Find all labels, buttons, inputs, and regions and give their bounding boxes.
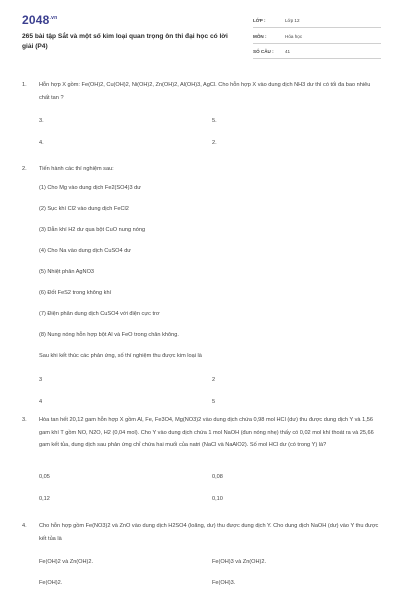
option-c[interactable]: 4	[39, 399, 43, 405]
option-c[interactable]: Fe(OH)2.	[39, 580, 63, 586]
question-text: Hòa tan hết 20,12 gam hỗn hợp X gồm Al, Fe, Fe3O4, Mg(NO3)2 vào dung dịch chứa 0,98 mol HCl (dư) thu được dung dịch Y và 1,56 gam khí T gồm NO, N2O, H2 (0,04 mol). Cho Y vào dung dịch chứa 1 mol NaOH (đun nóng nhẹ) thấy có 0,02 mol khí thoát ra và 25,66 gam kết tủa, dung dịch sau phản ứng chỉ chứa hai muối của natri (NaCl và NaAlO2). Số mol HCl dư (có trong Y) là?	[39, 417, 374, 448]
page-header	[0, 0, 400, 72]
option-b[interactable]: 2	[212, 377, 216, 383]
logo-suffix: .vn	[49, 15, 58, 21]
experiment-item: (5) Nhiệt phân AgNO3	[39, 269, 95, 275]
logo-text: 2048	[22, 13, 50, 27]
site-logo[interactable]	[22, 13, 57, 27]
experiment-item: (1) Cho Mg vào dung dịch Fe2(SO4)3 dư	[39, 185, 141, 191]
question-text: Tiến hành các thí nghiệm sau:	[39, 166, 114, 172]
question-text: Hỗn hợp X gồm: Fe(OH)2, Cu(OH)2, Ni(OH)2, Zn(OH)2, Al(OH)3, AgCl. Cho hỗn hợp X vào dung dịch NH3 dư thì có tối đa bao nhiêu chất tan ?	[39, 82, 371, 101]
meta-value: Hóa học	[285, 33, 303, 39]
option-c[interactable]: 4.	[39, 140, 44, 146]
option-d[interactable]: Fe(OH)3.	[212, 580, 236, 586]
question-prompt: Sau khi kết thúc các phản ứng, số thí nghiệm thu được kim loại là	[39, 353, 202, 359]
option-a[interactable]: 0,05	[39, 474, 50, 480]
meta-value: Lớp 12	[285, 18, 300, 23]
meta-value: 41	[285, 49, 291, 54]
option-b[interactable]: 5.	[212, 118, 217, 124]
question-number: 1.	[22, 82, 27, 88]
option-b[interactable]: Fe(OH)3 và Zn(OH)2.	[212, 559, 267, 565]
meta-key: SỐ CÂU :	[253, 49, 274, 54]
question-number: 3.	[22, 417, 27, 423]
document-meta	[253, 14, 381, 61]
option-b[interactable]: 0,08	[212, 474, 223, 480]
question-number: 4.	[22, 523, 27, 529]
experiment-item: (6) Đốt FeS2 trong không khí	[39, 290, 112, 296]
question-number: 2.	[22, 166, 27, 172]
experiment-item: (7) Điện phân dung dịch CuSO4 với điện cực trơ	[39, 311, 160, 317]
meta-row-subject	[253, 30, 381, 44]
document-title: 265 bài tập Sắt và một số kim loại quan trọng ôn thi đại học có lời giải (P4)	[22, 33, 228, 50]
meta-row-count	[253, 45, 381, 59]
option-a[interactable]: 3	[39, 377, 43, 383]
meta-row-class	[253, 14, 381, 28]
option-a[interactable]: 3.	[39, 118, 44, 124]
experiment-item: (4) Cho Na vào dung dịch CuSO4 dư	[39, 248, 132, 254]
experiment-item: (3) Dẫn khí H2 dư qua bột CuO nung nóng	[39, 227, 146, 233]
option-d[interactable]: 0,10	[212, 496, 223, 502]
experiment-item: (8) Nung nóng hỗn hợp bột Al và FeO trong chân không.	[39, 332, 179, 338]
question-text: Cho hỗn hợp gồm Fe(NO3)2 và ZnO vào dung dịch H2SO4 (loãng, dư) thu được dung dịch Y. Cho dung dịch NaOH (dư) vào Y thu được kết tủa là	[39, 523, 379, 542]
option-a[interactable]: Fe(OH)2 và Zn(OH)2.	[39, 559, 94, 565]
experiment-item: (2) Sục khí Cl2 vào dung dịch FeCl2	[39, 206, 129, 212]
meta-key: MÔN :	[253, 33, 267, 39]
option-c[interactable]: 0,12	[39, 496, 50, 502]
option-d[interactable]: 5	[212, 399, 216, 405]
meta-key: LỚP :	[253, 18, 266, 23]
option-d[interactable]: 2.	[212, 140, 217, 146]
